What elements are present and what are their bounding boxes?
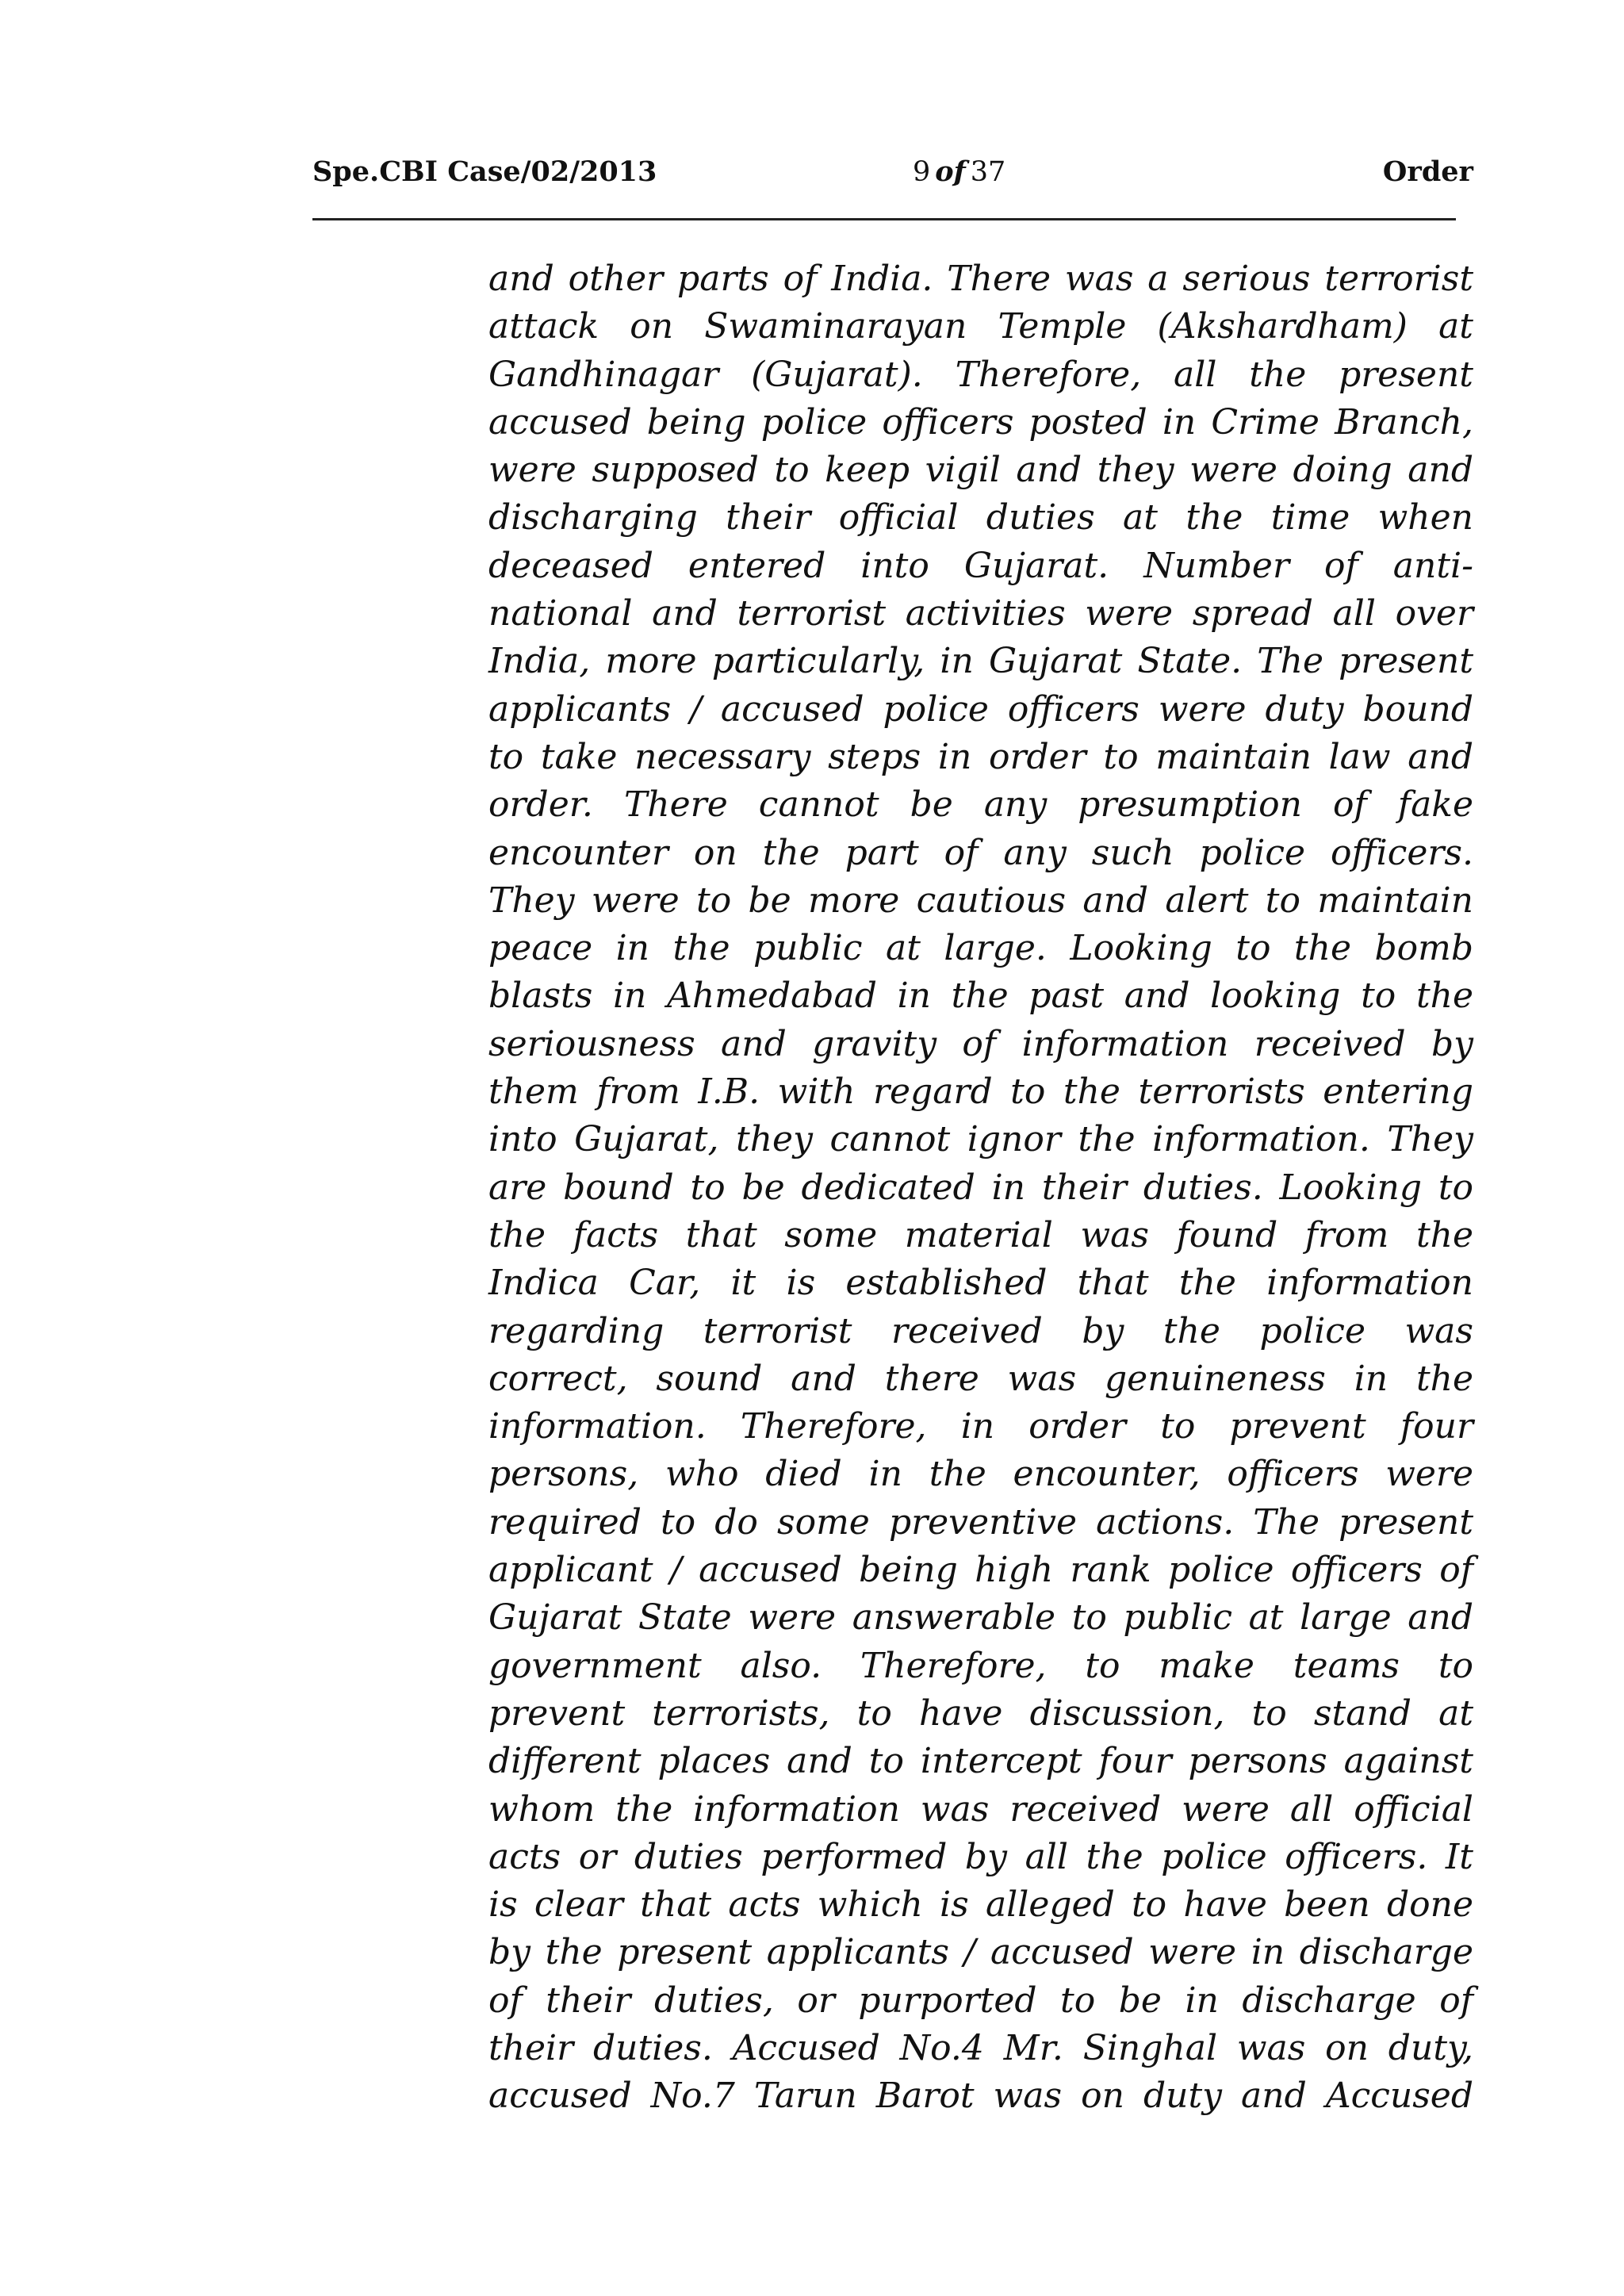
page-total: 37: [970, 156, 1006, 188]
page-of-label: of: [935, 155, 966, 188]
text-line: prevent terrorists, to have discussion, to stand at: [488, 1692, 1473, 1734]
text-line: national and terrorist activities were spread all over: [488, 593, 1473, 634]
text-line: government also. Therefore, to make teams to: [488, 1645, 1473, 1686]
text-line: them from I.B. with regard to the terrorists entering: [488, 1071, 1473, 1113]
text-line: Gandhinagar (Gujarat). Therefore, all the present: [488, 354, 1473, 395]
text-line: different places and to intercept four persons against: [488, 1741, 1473, 1782]
text-line: applicants / accused police officers were duty bound: [488, 688, 1473, 730]
page-header: [312, 155, 1473, 195]
text-line: whom the information was received were all official: [488, 1788, 1473, 1830]
text-line: into Gujarat, they cannot ignor the information. They: [488, 1119, 1473, 1160]
page-number: [913, 155, 1005, 188]
text-line: accused being police officers posted in Crime Branch,: [488, 401, 1473, 443]
text-line: to take necessary steps in order to maintain law and: [488, 736, 1473, 777]
text-line: seriousness and gravity of information received by: [488, 1023, 1473, 1064]
text-line: and other parts of India. There was a serious terrorist: [488, 259, 1473, 299]
text-line: India, more particularly, in Gujarat State. The present: [488, 641, 1473, 682]
text-line: regarding terrorist received by the police was: [488, 1310, 1473, 1351]
text-line: discharging their official duties at the time when: [488, 497, 1473, 539]
text-line: Indica Car, it is established that the information: [488, 1263, 1473, 1304]
text-line: required to do some preventive actions. The present: [488, 1501, 1473, 1543]
text-line: were supposed to keep vigil and they were doing and: [488, 450, 1473, 491]
text-line: correct, sound and there was genuineness in the: [488, 1358, 1473, 1399]
body-paragraph: [488, 255, 1473, 2121]
case-number: Spe.CBI Case/02/2013: [312, 155, 657, 188]
text-line: attack on Swaminarayan Temple (Akshardham) at: [488, 306, 1473, 347]
text-line: by the present applicants / accused were in discharge: [488, 1932, 1473, 1973]
document-type: Order: [1382, 155, 1473, 188]
text-line: deceased entered into Gujarat. Number of anti-: [488, 545, 1473, 586]
page-current: 9: [913, 156, 931, 188]
text-line: Gujarat State were answerable to public at large and: [488, 1597, 1473, 1639]
text-line: their duties. Accused No.4 Mr. Singhal was on duty,: [488, 2027, 1473, 2068]
text-line: encounter on the part of any such police officers.: [488, 832, 1473, 873]
text-line: is clear that acts which is alleged to have been done: [488, 1884, 1473, 1926]
text-line: of their duties, or purported to be in discharge of: [488, 1980, 1473, 2021]
header-divider: [312, 218, 1456, 220]
text-line: peace in the public at large. Looking to the bomb: [488, 928, 1473, 969]
text-line: acts or duties performed by all the police officers. It: [488, 1836, 1473, 1877]
text-line: accused No.7 Tarun Barot was on duty and Accused: [488, 2076, 1473, 2117]
text-line: the facts that some material was found from the: [488, 1214, 1473, 1255]
text-line: They were to be more cautious and alert to maintain: [488, 880, 1473, 921]
text-line: applicant / accused being high rank police officers of: [488, 1550, 1473, 1591]
text-line: persons, who died in the encounter, officers were: [488, 1454, 1473, 1495]
text-line: information. Therefore, in order to prevent four: [488, 1406, 1473, 1447]
text-line: are bound to be dedicated in their duties. Looking to: [488, 1167, 1473, 1208]
text-line: blasts in Ahmedabad in the past and looking to the: [488, 976, 1473, 1017]
text-line: order. There cannot be any presumption of fake: [488, 784, 1473, 826]
